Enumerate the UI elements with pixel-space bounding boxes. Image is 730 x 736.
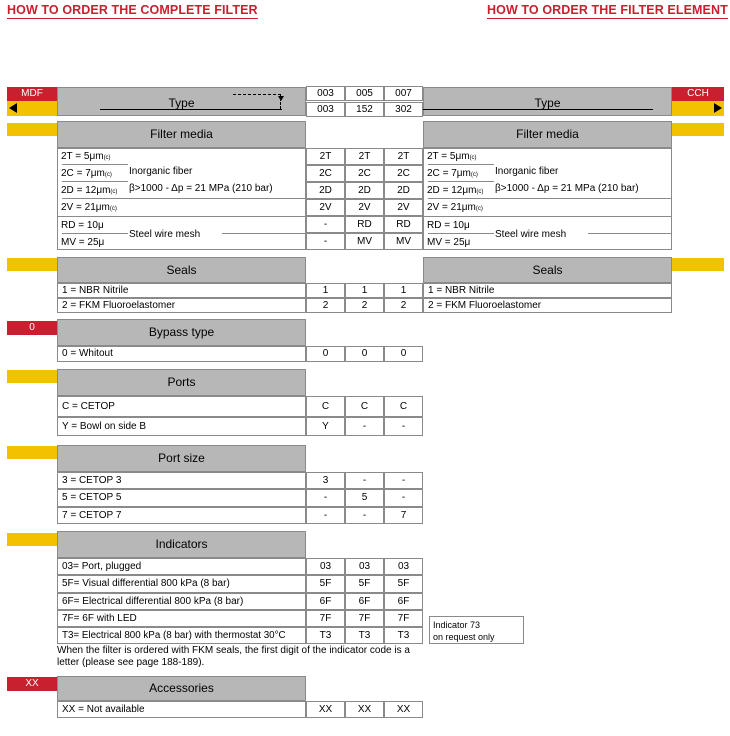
media-underline xyxy=(588,233,672,234)
media-2t-left: 2T = 5μm(c) xyxy=(61,151,111,162)
dashed-arrow-icon xyxy=(278,96,284,101)
indicator-row-t3: T3= Electrical 800 kPa (8 bar) with thermostat 30°C xyxy=(57,627,306,644)
type-header-right: Type xyxy=(423,87,672,116)
media-mv-right: MV = 25μ xyxy=(427,237,471,248)
media-underline xyxy=(62,198,306,199)
media-2v-right: 2V = 21μm(c) xyxy=(427,202,483,213)
port-size-value-cell: - xyxy=(345,472,384,489)
accessory-row-xx: XX = Not available xyxy=(57,701,306,718)
media-underline xyxy=(222,233,306,234)
media-value-cell: - xyxy=(306,216,345,233)
port-size-value-cell: - xyxy=(345,507,384,524)
media-underline xyxy=(428,233,494,234)
bypass-value-cell: 0 xyxy=(345,346,384,362)
media-value-cell: 2D xyxy=(306,182,345,199)
inorganic-spec-right: β>1000 - Δp = 21 MPa (210 bar) xyxy=(495,183,639,194)
indicator-row-03: 03= Port, plugged xyxy=(57,558,306,575)
accessory-value-cell: XX xyxy=(384,701,423,718)
media-value-cell: MV xyxy=(345,233,384,250)
seal-value-cell: 1 xyxy=(306,283,345,298)
media-underline xyxy=(62,164,128,165)
mdf-code-box: MDF xyxy=(7,87,57,101)
media-underline xyxy=(62,181,128,182)
media-2d-left: 2D = 12μm(c) xyxy=(61,185,118,196)
port-bowl-row: Y = Bowl on side B xyxy=(57,417,306,436)
media-value-cell: 2D xyxy=(345,182,384,199)
indicator-73-note-line-1: Indicator 73 xyxy=(433,620,481,630)
indicators-header: Indicators xyxy=(57,531,306,558)
indicator-value-cell: 6F xyxy=(306,593,345,610)
indicator-value-cell: 5F xyxy=(345,575,384,593)
filter-media-slot-left xyxy=(7,123,57,136)
media-rd-right: RD = 10μ xyxy=(427,220,470,231)
filter-media-slot-right xyxy=(672,123,724,136)
inorganic-label-left: Inorganic fiber xyxy=(129,166,193,177)
seal-nbr-left: 1 = NBR Nitrile xyxy=(57,283,306,298)
port-value-cell: C xyxy=(384,396,423,417)
port-cetop-row: C = CETOP xyxy=(57,396,306,417)
media-value-cell: RD xyxy=(384,216,423,233)
seals-slot-right xyxy=(672,258,724,271)
indicator-value-cell: 03 xyxy=(345,558,384,575)
steel-label-left: Steel wire mesh xyxy=(129,229,201,240)
port-size-value-cell: 3 xyxy=(306,472,345,489)
seals-header-right: Seals xyxy=(423,257,672,283)
type-pointer-line-right xyxy=(423,109,653,110)
port-size-row-3: 3 = CETOP 3 xyxy=(57,472,306,489)
dashed-connector xyxy=(233,94,281,109)
seals-slot-left xyxy=(7,258,57,271)
indicator-73-note xyxy=(429,616,524,644)
indicator-value-cell: 6F xyxy=(384,593,423,610)
size-bottom-3: 302 xyxy=(384,102,423,117)
media-2t-right: 2T = 5μm(c) xyxy=(427,151,477,162)
port-size-row-7: 7 = CETOP 7 xyxy=(57,507,306,524)
seal-value-cell: 1 xyxy=(384,283,423,298)
media-value-cell: - xyxy=(306,233,345,250)
cch-code-box: CCH xyxy=(672,87,724,101)
port-value-cell: C xyxy=(345,396,384,417)
indicator-value-cell: T3 xyxy=(306,627,345,644)
ports-header: Ports xyxy=(57,369,306,396)
media-value-cell: 2C xyxy=(306,165,345,182)
port-value-cell: Y xyxy=(306,417,345,436)
media-2d-right: 2D = 12μm(c) xyxy=(427,185,484,196)
arrow-right-icon xyxy=(714,103,722,113)
media-value-cell: 2D xyxy=(384,182,423,199)
indicator-value-cell: 03 xyxy=(306,558,345,575)
bypass-value-cell: 0 xyxy=(384,346,423,362)
media-mv-left: MV = 25μ xyxy=(61,237,105,248)
indicator-value-cell: 7F xyxy=(345,610,384,627)
indicator-value-cell: 5F xyxy=(384,575,423,593)
media-underline xyxy=(428,164,494,165)
port-size-value-cell: 5 xyxy=(345,489,384,507)
media-underline xyxy=(62,233,128,234)
media-value-cell: 2V xyxy=(345,199,384,216)
accessories-code-box: XX xyxy=(7,677,57,691)
bypass-row-0: 0 = Whitout xyxy=(57,346,306,362)
media-value-cell: 2C xyxy=(384,165,423,182)
bypass-header: Bypass type xyxy=(57,319,306,346)
media-underline xyxy=(428,181,494,182)
media-value-cell: RD xyxy=(345,216,384,233)
accessory-value-cell: XX xyxy=(345,701,384,718)
port-size-value-cell: - xyxy=(306,489,345,507)
indicator-value-cell: 6F xyxy=(345,593,384,610)
indicators-slot xyxy=(7,533,57,546)
seal-fkm-right: 2 = FKM Fluoroelastomer xyxy=(423,298,672,313)
port-value-cell: C xyxy=(306,396,345,417)
indicator-value-cell: T3 xyxy=(345,627,384,644)
steel-label-right: Steel wire mesh xyxy=(495,229,567,240)
port-size-value-cell: 7 xyxy=(384,507,423,524)
bypass-code-box: 0 xyxy=(7,321,57,335)
seal-value-cell: 2 xyxy=(306,298,345,313)
indicator-value-cell: 5F xyxy=(306,575,345,593)
seal-value-cell: 2 xyxy=(384,298,423,313)
fkm-indicator-note: When the filter is ordered with FKM seals, the first digit of the indicator code is a letter (please see page 188-189). xyxy=(57,645,410,668)
seal-value-cell: 2 xyxy=(345,298,384,313)
bypass-value-cell: 0 xyxy=(306,346,345,362)
size-bottom-1: 003 xyxy=(306,102,345,117)
indicator-73-note-line-2: on request only xyxy=(433,632,495,642)
indicator-row-6f: 6F= Electrical differential 800 kPa (8 bar) xyxy=(57,593,306,610)
accessory-value-cell: XX xyxy=(306,701,345,718)
size-top-3: 007 xyxy=(384,86,423,101)
port-size-value-cell: - xyxy=(306,507,345,524)
media-divider-left xyxy=(57,216,306,217)
media-value-cell: 2C xyxy=(345,165,384,182)
indicator-value-cell: T3 xyxy=(384,627,423,644)
arrow-left-icon xyxy=(9,103,17,113)
port-value-cell: - xyxy=(345,417,384,436)
port-size-header: Port size xyxy=(57,445,306,472)
seal-value-cell: 1 xyxy=(345,283,384,298)
indicator-row-5f: 5F= Visual differential 800 kPa (8 bar) xyxy=(57,575,306,593)
inorganic-label-right: Inorganic fiber xyxy=(495,166,559,177)
size-bottom-2: 152 xyxy=(345,102,384,117)
indicator-row-7f: 7F= 6F with LED xyxy=(57,610,306,627)
media-2c-left: 2C = 7μm(c) xyxy=(61,168,112,179)
media-value-cell: 2T xyxy=(345,148,384,165)
filter-media-header-left: Filter media xyxy=(57,121,306,148)
title-filter-element: HOW TO ORDER THE FILTER ELEMENT xyxy=(487,3,728,17)
ports-slot xyxy=(7,370,57,383)
port-size-slot xyxy=(7,446,57,459)
seals-header-left: Seals xyxy=(57,257,306,283)
indicator-value-cell: 03 xyxy=(384,558,423,575)
port-size-row-5: 5 = CETOP 5 xyxy=(57,489,306,507)
size-top-2: 005 xyxy=(345,86,384,101)
inorganic-spec-left: β>1000 - Δp = 21 MPa (210 bar) xyxy=(129,183,273,194)
seal-nbr-right: 1 = NBR Nitrile xyxy=(423,283,672,298)
type-header-left: Type xyxy=(57,87,306,116)
media-value-cell: 2V xyxy=(306,199,345,216)
port-size-value-cell: - xyxy=(384,489,423,507)
media-rd-left: RD = 10μ xyxy=(61,220,104,231)
media-divider-right xyxy=(423,216,672,217)
media-value-cell: MV xyxy=(384,233,423,250)
size-top-1: 003 xyxy=(306,86,345,101)
title-complete-filter: HOW TO ORDER THE COMPLETE FILTER xyxy=(7,3,258,17)
media-2v-left: 2V = 21μm(c) xyxy=(61,202,117,213)
seal-fkm-left: 2 = FKM Fluoroelastomer xyxy=(57,298,306,313)
type-pointer-line-left xyxy=(100,109,282,110)
media-value-cell: 2T xyxy=(306,148,345,165)
media-2c-right: 2C = 7μm(c) xyxy=(427,168,478,179)
port-size-value-cell: - xyxy=(384,472,423,489)
media-value-cell: 2T xyxy=(384,148,423,165)
media-value-cell: 2V xyxy=(384,199,423,216)
accessories-header: Accessories xyxy=(57,676,306,701)
filter-media-header-right: Filter media xyxy=(423,121,672,148)
port-value-cell: - xyxy=(384,417,423,436)
indicator-value-cell: 7F xyxy=(306,610,345,627)
media-underline xyxy=(428,198,672,199)
indicator-value-cell: 7F xyxy=(384,610,423,627)
